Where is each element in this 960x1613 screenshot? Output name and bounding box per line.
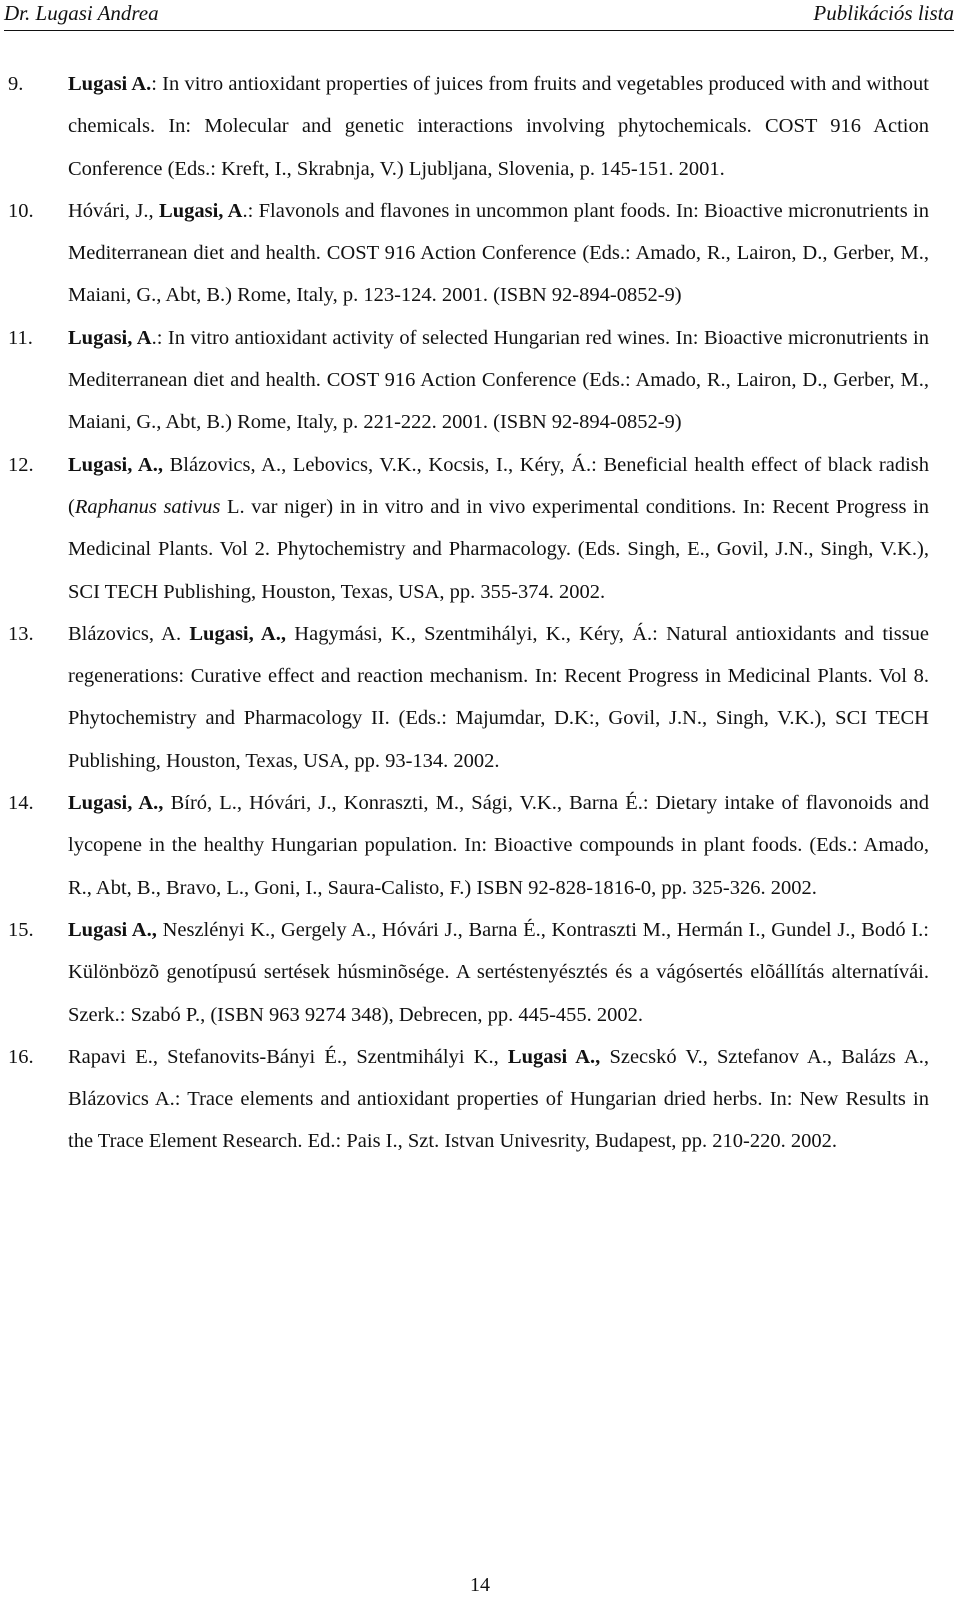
publication-entry [0, 613, 960, 782]
citation-text: Hóvári, J., [68, 199, 160, 222]
publication-text [68, 792, 929, 899]
citation-text: .: Flavonols and flavones in uncommon plant foods. In: Bioactive micronutrients in Mediterranean diet and health. COST 916 Action Conference (Eds.: Amado, R., Lairon, D., Gerber, M., Maiani, G., Abt, B.) Rome, Italy, p. 123-124. 2001. (ISBN 92-894-0852-9) [68, 199, 929, 307]
citation-text: Blázovics, A. [68, 622, 190, 645]
author-highlight: Lugasi A., [507, 1045, 601, 1068]
citation-text: .: In vitro antioxidant activity of selected Hungarian red wines. In: Bioactive micronutrients in Mediterranean diet and health. COST 916 Action Conference (Eds.: Amado, R., Lairon, D., Gerber, M., Maiani, G., Abt, B.) Rome, Italy, p. 221-222. 2001. (ISBN 92-894-0852-9) [68, 326, 930, 434]
citation-text: Blázovics, A., Lebovics, V.K., Kocsis, I., Kéry, Á.: Beneficial health effect of black radish ( [68, 453, 929, 518]
author-highlight: Lugasi, A., [68, 453, 163, 476]
publication-list [0, 63, 960, 1163]
page-header [4, 0, 954, 31]
publication-text [68, 454, 929, 603]
header-title: Publikációs lista [813, 1, 954, 25]
author-highlight: Lugasi A., [68, 918, 157, 941]
author-highlight: Lugasi, A [159, 199, 243, 222]
publication-text [68, 623, 929, 772]
publication-number: 10. [8, 199, 34, 222]
citation-text: Bíró, L., Hóvári, J., Konraszti, M., Sági, V.K., Barna É.: Dietary intake of flavonoids and lycopene in the healthy Hungarian population. In: Bioactive compounds in plant foods. (Eds.: Amado, R., Abt, B., Bravo, L., Goni, I., Saura-Calisto, F.) ISBN 92-828-1816-0, pp. 325-326. 2002. [68, 792, 929, 899]
species-name: Raphanus sativus [74, 495, 221, 518]
publication-number: 16. [8, 1045, 34, 1068]
author-highlight: Lugasi, A., [189, 622, 286, 645]
citation-text: L. var niger) in in vitro and in vivo experimental conditions. In: Recent Progress in Medicinal Plants. Vol 2. Phytochemistry and Pharmacology. (Eds. Singh, E., Govil, J.N., Singh, V.K.), SCI TECH Publishing, Houston, Texas, USA, pp. 355-374. 2002. [68, 495, 929, 603]
citation-text: Szecskó V., Sztefanov A., Balázs A., Blázovics A.: Trace elements and antioxidant properties of Hungarian dried herbs. In: New Results in the Trace Element Research. Ed.: Pais I., Szt. Istvan Univesrity, Budapest, pp. 210-220. 2002. [68, 1045, 929, 1153]
publication-entry [0, 63, 960, 190]
publication-text [68, 327, 929, 434]
citation-text: : In vitro antioxidant properties of juices from fruits and vegetables produced with and without chemicals. In: Molecular and genetic interactions involving phytochemicals. COST 916 Action Conference (Eds.: Kreft, I., Skrabnja, V.) Ljubljana, Slovenia, p. 145-151. 2001. [68, 73, 930, 180]
publication-number: 12. [8, 453, 34, 476]
publication-text [68, 200, 929, 307]
page-number: 14 [470, 1574, 490, 1596]
author-highlight: Lugasi A. [68, 73, 152, 95]
publication-number: 14. [8, 792, 34, 815]
publication-text [68, 919, 929, 1026]
publication-number: 15. [8, 918, 34, 941]
publication-number: 9. [8, 73, 24, 95]
publication-text [68, 73, 929, 180]
publication-entry [0, 1036, 960, 1163]
publication-entry [0, 190, 960, 317]
citation-text: Neszlényi K., Gergely A., Hóvári J., Barna É., Kontraszti M., Hermán I., Gundel J., Bodó I.: Különbözõ genotípusú sertések húsminõsége. A sertéstenyésztés és a vágósertés elõállítás alternatívái. Szerk.: Szabó P., (ISBN 963 9274 348), Debrecen, pp. 445-455. 2002. [68, 918, 929, 1026]
publication-entry [0, 317, 960, 444]
header-author: Dr. Lugasi Andrea [4, 1, 159, 25]
publication-text [68, 1046, 929, 1153]
publication-number: 11. [8, 326, 33, 349]
publication-number: 13. [8, 622, 34, 645]
publication-entry [0, 444, 960, 613]
publication-entry [0, 909, 960, 1036]
citation-text: Rapavi E., Stefanovits-Bányi É., Szentmihályi K., [68, 1045, 508, 1068]
publication-entry [0, 782, 960, 909]
author-highlight: Lugasi, A., [68, 792, 164, 815]
citation-text: Hagymási, K., Szentmihályi, K., Kéry, Á.: Natural antioxidants and tissue regenerations: Curative effect and reaction mechanism. In: Recent Progress in Medicinal Plants. Vol 8. Phytochemistry and Pharmacology II. (Eds.: Majumdar, D.K:, Govil, J.N., Singh, V.K.), SCI TECH Publishing, Houston, Texas, USA, pp. 93-134. 2002. [68, 622, 930, 772]
author-highlight: Lugasi, A [68, 326, 152, 349]
